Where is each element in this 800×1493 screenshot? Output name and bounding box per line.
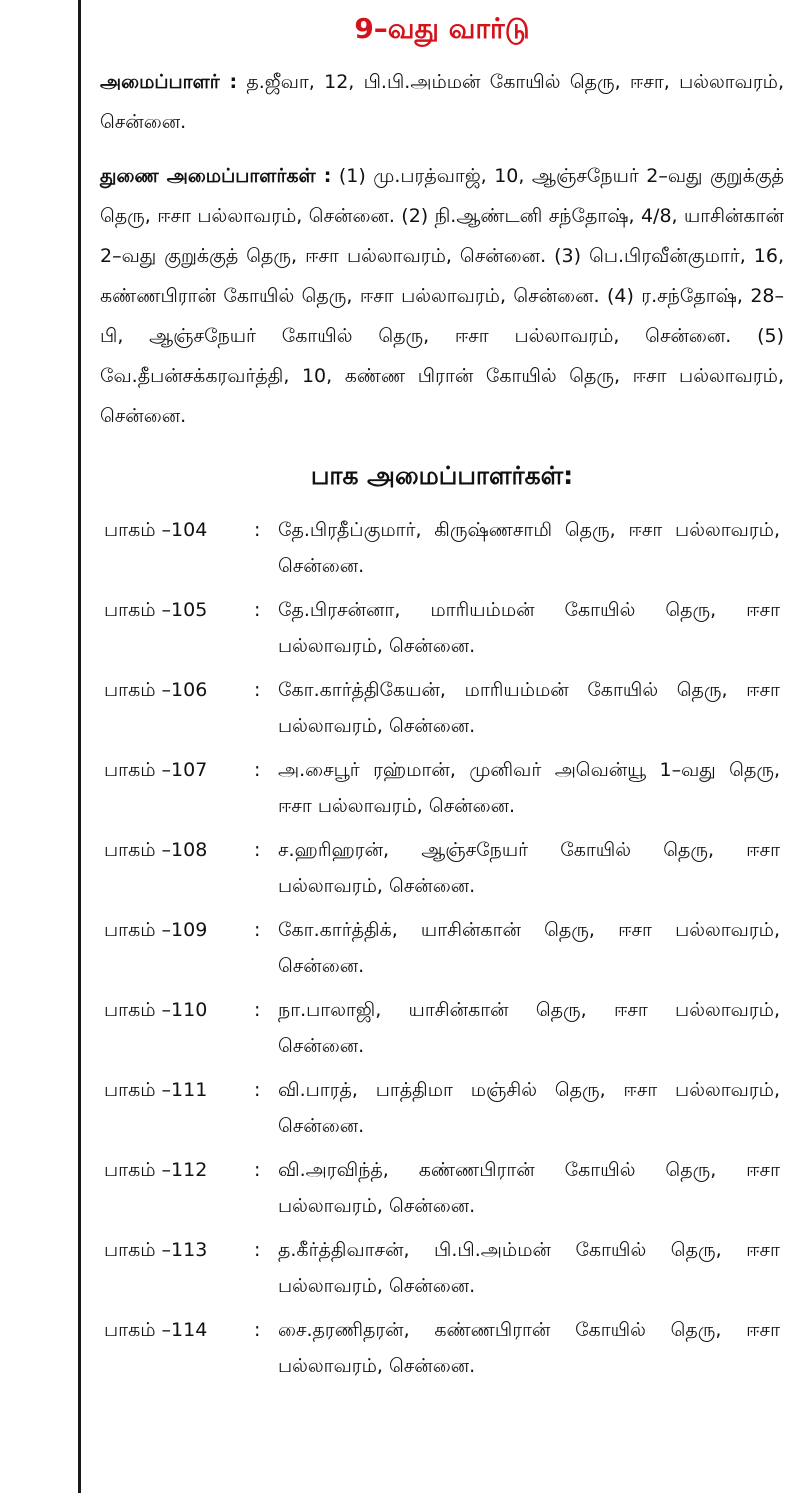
booth-number: பாகம் –108	[104, 839, 208, 861]
organizer-paragraph	[100, 62, 784, 142]
booth-organizer-text: த.கீர்த்திவாசன், பி.பி.அம்மன் கோயில் தெரு, ஈசா பல்லாவரம், சென்னை.	[278, 1239, 780, 1297]
booth-row	[100, 506, 784, 586]
booth-separator: :	[254, 1239, 261, 1261]
deputies-paragraph	[100, 156, 784, 436]
booth-organizers-heading: பாக அமைப்பாளர்கள்:	[310, 461, 574, 490]
booth-row	[100, 746, 784, 826]
article-column	[100, 0, 784, 1386]
booth-separator: :	[254, 919, 261, 941]
column-rule	[78, 0, 81, 1493]
booth-organizer-text: சை.தரணிதரன், கண்ணபிரான் கோயில் தெரு, ஈசா பல்லாவரம், சென்னை.	[278, 1319, 780, 1377]
booth-separator: :	[254, 759, 261, 781]
booth-number: பாகம் –111	[104, 1079, 208, 1101]
booth-organizer-text: அ.சைபூர் ரஹ்மான், முனிவர் அவென்யூ 1–வது தெரு, ஈசா பல்லாவரம், சென்னை.	[278, 759, 780, 817]
booth-row	[100, 1066, 784, 1146]
booth-separator: :	[254, 1079, 261, 1101]
deputies-label: துணை அமைப்பாளர்கள் :	[100, 165, 332, 187]
booth-number: பாகம் –113	[104, 1239, 208, 1261]
booth-separator: :	[254, 679, 261, 701]
booth-row	[100, 1306, 784, 1386]
booth-number: பாகம் –107	[104, 759, 208, 781]
booth-number: பாகம் –112	[104, 1159, 208, 1181]
booth-number: பாகம் –110	[104, 999, 208, 1021]
booth-list	[100, 506, 784, 1386]
booth-organizer-text: வி.பாரத், பாத்திமா மஞ்சில் தெரு, ஈசா பல்லாவரம், சென்னை.	[278, 1079, 780, 1137]
booth-separator: :	[254, 519, 261, 541]
booth-separator: :	[254, 839, 261, 861]
booth-number: பாகம் –109	[104, 919, 208, 941]
deputies-text: (1) மு.பரத்வாஜ், 10, ஆஞ்சநேயர் 2–வது குறுக்குத் தெரு, ஈசா பல்லாவரம், சென்னை. (2) நி.ஆண்டனி சந்தோஷ், 4/8, யாசின்கான் 2–வது குறுக்குத் தெரு, ஈசா பல்லாவரம், சென்னை. (3) பெ.பிரவீன்குமார், 16, கண்ணபிரான் கோயில் தெரு, ஈசா பல்லாவரம், சென்னை. (4) ர.சந்தோஷ், 28–பி, ஆஞ்சநேயர் கோயில் தெரு, ஈசா பல்லாவரம், சென்னை. (5) வே.தீபன்சக்கரவர்த்தி, 10, கண்ண பிரான் கோயில் தெரு, ஈசா பல்லாவரம், சென்னை.	[100, 165, 784, 427]
booth-row	[100, 1226, 784, 1306]
booth-separator: :	[254, 1159, 261, 1181]
booth-organizer-text: ச.ஹரிஹரன், ஆஞ்சநேயர் கோயில் தெரு, ஈசா பல்லாவரம், சென்னை.	[278, 839, 780, 897]
ward-title: 9–வது வார்டு	[354, 12, 530, 45]
booth-number: பாகம் –114	[104, 1319, 208, 1341]
organizer-label: அமைப்பாளர் :	[100, 71, 238, 93]
booth-organizer-text: தே.பிரசன்னா, மாரியம்மன் கோயில் தெரு, ஈசா பல்லாவரம், சென்னை.	[278, 599, 780, 657]
booth-organizer-text: கோ.கார்த்திகேயன், மாரியம்மன் கோயில் தெரு, ஈசா பல்லாவரம், சென்னை.	[278, 679, 780, 737]
booth-separator: :	[254, 999, 261, 1021]
booth-organizer-text: வி.அரவிந்த், கண்ணபிரான் கோயில் தெரு, ஈசா பல்லாவரம், சென்னை.	[278, 1159, 780, 1217]
booth-row	[100, 666, 784, 746]
booth-organizer-text: கோ.கார்த்திக், யாசின்கான் தெரு, ஈசா பல்லாவரம், சென்னை.	[278, 919, 780, 977]
booth-organizer-text: நா.பாலாஜி, யாசின்கான் தெரு, ஈசா பல்லாவரம், சென்னை.	[278, 999, 780, 1057]
organizer-text: த.ஜீவா, 12, பி.பி.அம்மன் கோயில் தெரு, ஈசா, பல்லாவரம், சென்னை.	[100, 71, 785, 133]
booth-row	[100, 906, 784, 986]
booth-organizer-text: தே.பிரதீப்குமார், கிருஷ்ணசாமி தெரு, ஈசா பல்லாவரம், சென்னை.	[278, 519, 780, 577]
booth-separator: :	[254, 599, 261, 621]
booth-row	[100, 986, 784, 1066]
booth-row	[100, 1146, 784, 1226]
booth-separator: :	[254, 1319, 261, 1341]
booth-number: பாகம் –106	[104, 679, 208, 701]
booth-row	[100, 586, 784, 666]
booth-row	[100, 826, 784, 906]
booth-number: பாகம் –105	[104, 599, 208, 621]
booth-number: பாகம் –104	[104, 519, 208, 541]
